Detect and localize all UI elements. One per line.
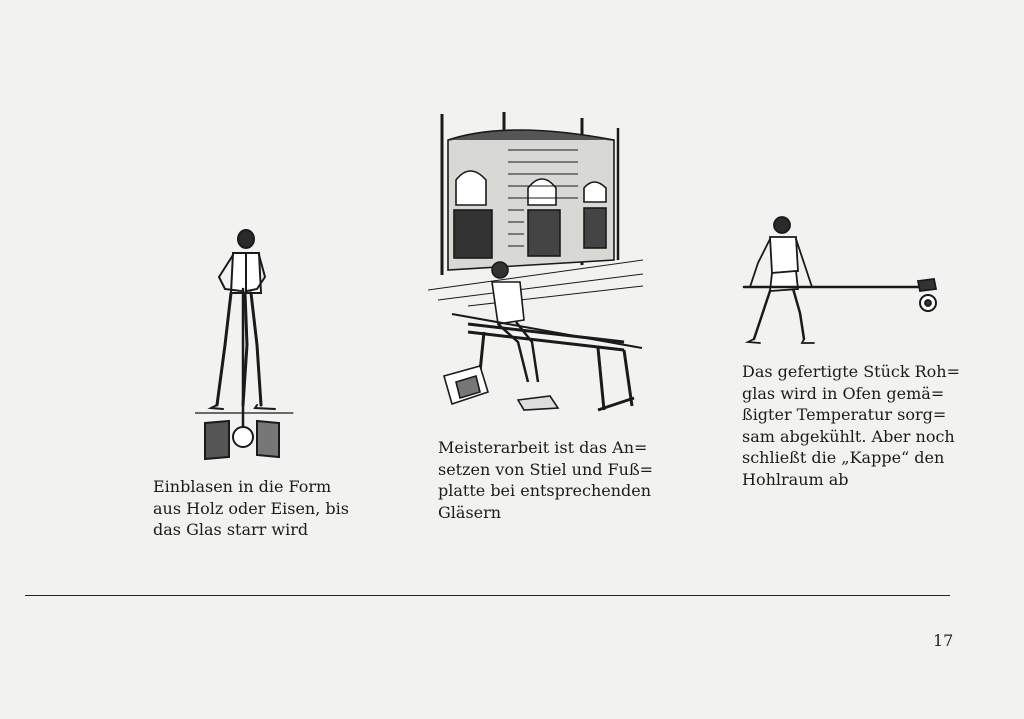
caption-line: Meisterarbeit ist das An= xyxy=(438,438,648,457)
caption-line: sam abgekühlt. Aber noch xyxy=(742,426,955,446)
caption-line: schließt die „Kappe“ den xyxy=(742,448,945,467)
caption-line: aus Holz oder Eisen, bis xyxy=(153,498,349,518)
caption-line: Einblasen in die Form xyxy=(153,477,332,496)
boy-carrying-glass-illustration xyxy=(742,215,942,350)
caption-line: platte bei entsprechenden xyxy=(438,481,652,500)
master-bench-furnace-illustration xyxy=(428,110,648,425)
caption-mould-blowing xyxy=(153,476,349,541)
page-number: 17 xyxy=(933,631,954,650)
caption-line: Das gefertigte Stück Roh= xyxy=(742,362,961,381)
caption-cooling xyxy=(742,361,961,490)
caption-line: Gläsern xyxy=(438,502,502,522)
caption-line: setzen von Stiel und Fuß= xyxy=(438,459,654,479)
caption-line: ßigter Temperatur sorg= xyxy=(742,405,947,424)
caption-line: das Glas starr wird xyxy=(153,520,309,539)
horizontal-rule xyxy=(25,595,950,596)
caption-line: Hohlraum ab xyxy=(742,469,849,489)
caption-master-work xyxy=(438,437,654,523)
glassblower-mould-illustration xyxy=(195,225,295,465)
caption-line: glas wird in Ofen gemä= xyxy=(742,383,945,403)
